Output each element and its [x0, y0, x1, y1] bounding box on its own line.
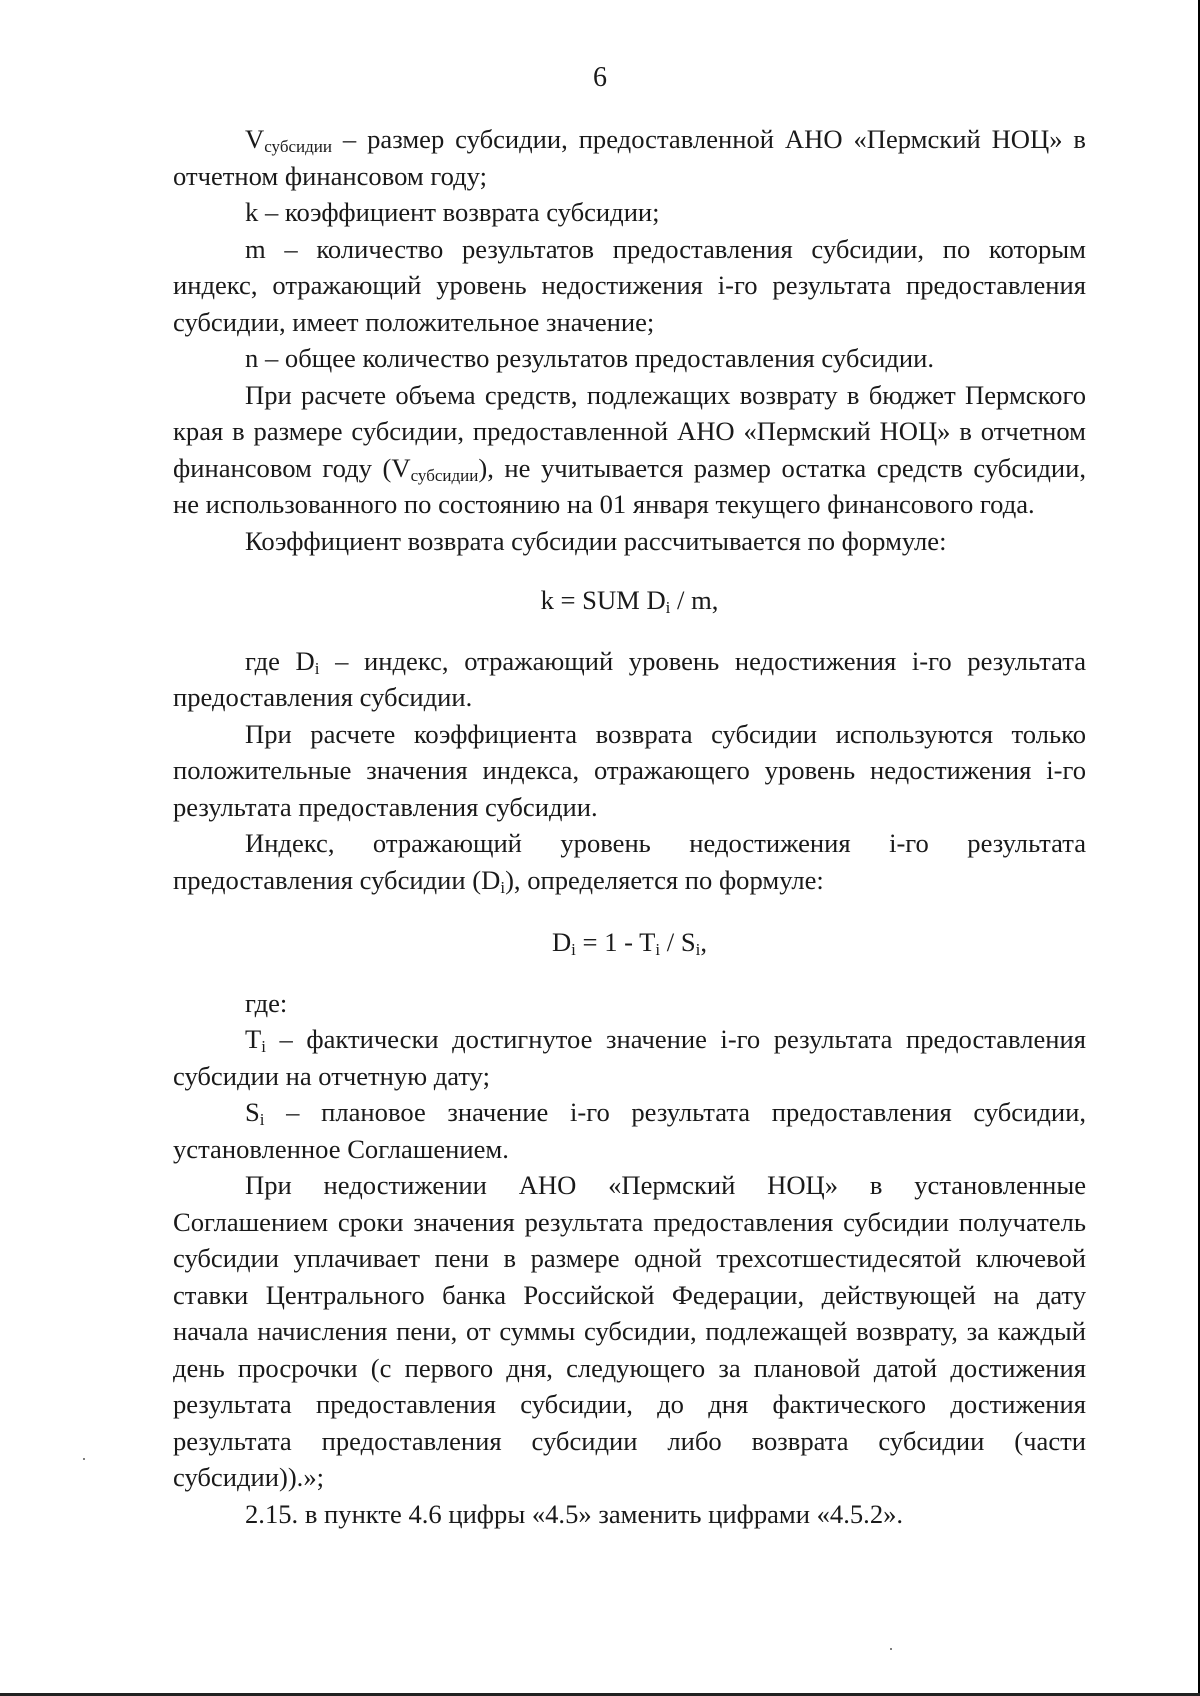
scan-speck: [890, 1648, 892, 1650]
paragraph-si-definition: $S_i$ – плановое значение i-го результата предоставления субсидии, установленное Соглашением.: [173, 1097, 1086, 1164]
paragraph-positive-values: При расчете коэффициента возврата субсидии используются только положительные значения индекса, отражающего уровень недостижения i-го результата предоставления субсидии.: [173, 718, 1086, 822]
paragraph-n-definition: n – общее количество результатов предоставления субсидии.: [245, 343, 935, 373]
paragraph-coefficient-intro: Коэффициент возврата субсидии рассчитывается по формуле:: [245, 525, 947, 556]
paragraph-calculation-note: При расчете объема средств, подлежащих возврату в бюджет Пермского края в размере субсидии, предоставленной АНО «Пермский НОЦ» в отчетном финансовом году $(V_{субсидии})$, не учитывается размер остатка средств субсидии, не использованного по состоянию на 01 января текущего финансового года.: [173, 379, 1086, 519]
paragraph-where: где:: [245, 987, 288, 1018]
paragraph-di-definition: где $D_i$ – индекс, отражающий уровень недостижения i-го результата предоставления субсидии.: [173, 645, 1086, 712]
paragraph-m-definition: m – количество результатов предоставления субсидии, по которым индекс, отражающий уровень недостижения i-го результата предоставления субсидии, имеет положительное значение;: [173, 233, 1086, 337]
page-number: 6: [593, 62, 607, 93]
scan-speck: [83, 1458, 85, 1460]
paragraph-penalty: При недостижении АНО «Пермский НОЦ» в установленные Соглашением сроки значения результата предоставления субсидии получатель субсидии уплачивает пени в размере одной трехсотшестидесятой ключевой ставки Центрального банка Российской Федерации, действующей на дату начала начисления пени, от суммы субсидии, подлежащей возврату, за каждый день просрочки (с первого дня, следующего за плановой датой достижения результата предоставления субсидии, до дня фактического достижения результата предоставления субсидии либо возврата субсидии (части субсидии)).»;: [173, 1170, 1086, 1492]
paragraph-v-definition: $V_{субсидии}$ – размер субсидии, предоставленной АНО «Пермский НОЦ» в отчетном финансовом году;: [173, 124, 1086, 191]
formula-k: k = SUM $D_i$ / m,: [540, 585, 719, 617]
formula-d: $D_i = 1 - T_i / S_i$,: [551, 927, 708, 959]
paragraph-k-definition: k – коэффициент возврата субсидии;: [245, 197, 660, 227]
document-body: [173, 121, 1086, 1532]
paragraph-ti-definition: $T_i$ – фактически достигнутое значение i-го результата предоставления субсидии на отчетную дату;: [173, 1024, 1086, 1091]
paragraph-index-intro: Индекс, отражающий уровень недостижения i-го результата предоставления субсидии $(D_i)$, определяется по формуле:: [173, 828, 1086, 897]
paragraph-item-2-15: 2.15. в пункте 4.6 цифры «4.5» заменить цифрами «4.5.2».: [245, 1498, 904, 1529]
